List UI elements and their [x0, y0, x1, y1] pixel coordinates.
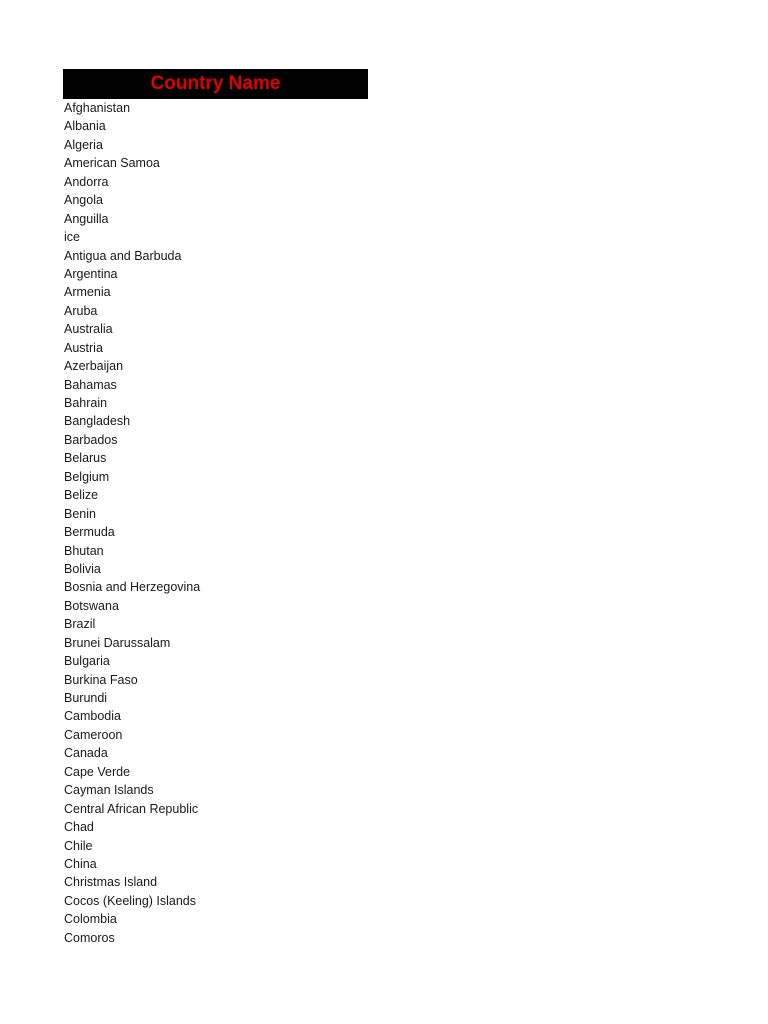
country-cell: Bulgaria: [64, 654, 110, 669]
country-cell: Bangladesh: [64, 414, 131, 429]
country-cell: Chad: [64, 820, 94, 835]
country-cell: Central African Republic: [64, 801, 199, 816]
country-cell: Austria: [64, 340, 103, 355]
country-cell: Christmas Island: [64, 875, 158, 890]
country-cell: Angola: [64, 193, 103, 208]
country-cell: Aruba: [64, 303, 98, 318]
country-cell: Burkina Faso: [64, 672, 138, 687]
country-cell: ice: [64, 230, 80, 245]
column-header-country-name: Country Name: [63, 69, 368, 99]
country-cell: Bolivia: [64, 561, 101, 576]
country-cell: Cambodia: [64, 709, 121, 724]
country-cell: Algeria: [64, 137, 103, 152]
country-cell: Azerbaijan: [64, 359, 124, 374]
country-table: [63, 69, 368, 947]
country-cell: China: [64, 856, 97, 871]
country-list: [63, 99, 368, 947]
country-cell: Albania: [64, 119, 106, 134]
country-cell: Bhutan: [64, 543, 104, 558]
country-cell: Afghanistan: [64, 101, 131, 115]
country-cell: Comoros: [64, 930, 115, 945]
country-cell: Barbados: [64, 432, 118, 447]
country-cell: Brazil: [64, 617, 96, 632]
country-cell: Bahamas: [64, 377, 117, 392]
country-cell: American Samoa: [64, 156, 160, 171]
country-cell: Cape Verde: [64, 764, 131, 779]
country-cell: Brunei Darussalam: [64, 635, 171, 650]
country-cell: Bahrain: [64, 396, 108, 410]
country-cell: Cayman Islands: [64, 783, 154, 798]
country-cell: Belarus: [64, 451, 107, 466]
country-cell: Botswana: [64, 598, 119, 613]
country-cell: Argentina: [64, 266, 118, 281]
country-cell: Benin: [64, 506, 96, 521]
country-cell: Colombia: [64, 912, 117, 927]
country-cell: Anguilla: [64, 211, 109, 226]
country-cell: Andorra: [64, 174, 109, 189]
country-cell: Belize: [64, 488, 99, 503]
country-cell: Chile: [64, 838, 93, 853]
country-cell: Australia: [64, 322, 113, 337]
country-cell: Armenia: [64, 285, 111, 300]
country-cell: Belgium: [64, 469, 110, 484]
country-cell: Burundi: [64, 691, 108, 705]
country-cell: Cocos (Keeling) Islands: [64, 893, 197, 908]
country-cell: Antigua and Barbuda: [64, 248, 182, 263]
country-cell: Cameroon: [64, 727, 123, 742]
country-cell: Bosnia and Herzegovina: [64, 580, 201, 595]
country-cell: Bermuda: [64, 525, 115, 540]
country-cell: Canada: [64, 746, 108, 761]
